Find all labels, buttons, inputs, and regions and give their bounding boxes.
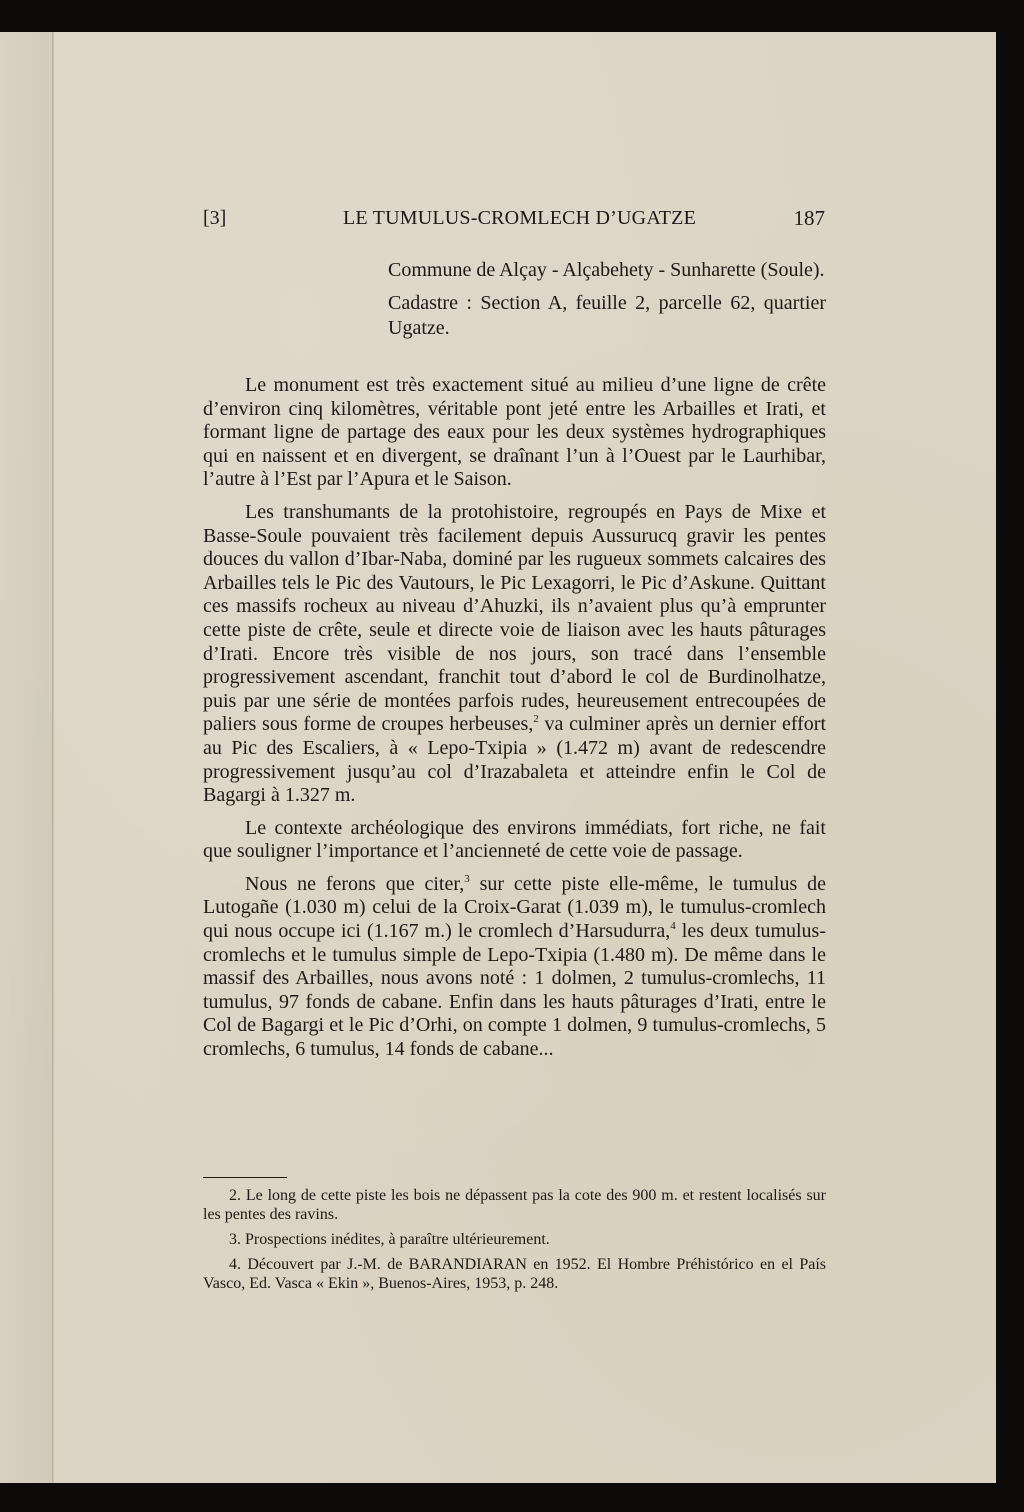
paragraph-4 [203,873,826,1062]
paragraph-4-text-a: Nous ne ferons que citer, [245,872,465,895]
paragraph-4-text-c: les deux tumulus-cromlechs et le tumulus simple de Lepo-Txipia (1.480 m). De même dans le massif des Arbailles, nous avons noté : 1 dolmen, 2 tumulus-cromlechs, 11 tumulus, 97 fonds de cabane. Enfin dans les hauts pâturages d’Irati, entre le Col de Bagargi et le Pic d’Orhi, on compte 1 dolmen, 9 tumulus-cromlechs, 5 cromlechs, 6 tumulus, 14 fonds de cabane... [203,920,826,1061]
footnote-ref-2: 2 [533,713,539,726]
paragraph-1: Le monument est très exactement situé au milieu d’une ligne de crête d’environ cinq kilomètres, véritable pont jeté entre les Arbailles et Irati, et formant ligne de partage des eaux pour les deux systèmes hydrographiques qui en naissent et en divergent, se draînant l’un à l’Ouest par le Laurhibar, l’autre à l’Est par l’Apura et le Saison. [203,374,826,491]
running-title: LE TUMULUS-CROMLECH D’UGATZE [343,207,696,229]
cadastre-line: Cadastre : Section A, feuille 2, parcelle 62, quartier Ugatze. [388,292,826,339]
paragraph-2-text-b: va culminer après un dernier effort au Pic des Escaliers, à « Lepo-Txipia » (1.472 m) avant de redescendre progressivement jusqu’au col d’Irazabaleta et atteindre enfin le Col de Bagargi à 1.327 m. [203,713,827,807]
footnote-separator [203,1177,287,1178]
body-text [203,374,826,1071]
book-spine-fold [52,32,54,1483]
footnote-ref-4: 4 [670,920,676,933]
commune-line: Commune de Alçay - Alçabehety - Sunharette (Soule). [388,259,825,281]
footnotes [203,1186,826,1299]
footnote-4: 4. Découvert par J.-M. de BARANDIARAN en 1952. El Hombre Préhistórico en el País Vasco, Ed. Vasca « Ekin », Buenos-Aires, 1953, p. 248. [203,1256,826,1292]
footnote-ref-3: 3 [464,872,470,885]
section-number: [3] [203,207,227,229]
paragraph-3: Le contexte archéologique des environs immédiats, fort riche, ne fait que souligner l’importance et l’ancienneté de cette voie de passage. [203,816,826,863]
paragraph-2 [203,501,826,808]
running-head [203,205,825,235]
page-number: 187 [793,206,825,230]
facing-page-edge [0,32,52,1483]
paragraph-2-text-a: Les transhumants de la protohistoire, regroupés en Pays de Mixe et Basse-Soule pouvaient très facilement depuis Aussurucq gravir les pentes douces du vallon d’Ibar-Naba, dominé par les rugueux sommets calcaires des Arbailles tels le Pic des Vautours, le Pic Lexagorri, le Pic d’Askune. Quittant ces massifs rocheux au niveau d’Ahuzki, ils n’avaient plus qu’à emprunter cette piste de crête, seule et directe voie de liaison avec les hauts pâturages d’Irati. Encore très visible de nos jours, son tracé dans l’ensemble progressivement ascendant, franchit tout d’abord le col de Burdinolhatze, puis par une série de montées parfois rudes, heureusement entrecoupées de paliers sous forme de croupes herbeuses, [203,500,826,736]
footnote-2: 2. Le long de cette piste les bois ne dépassent pas la cote des 900 m. et restent localisés sur les pentes des ravins. [203,1187,826,1223]
footnote-3: 3. Prospections inédites, à paraître ultérieurement. [229,1231,550,1248]
site-location-block [388,258,826,349]
paragraph-4-text-b: sur cette piste elle-même, le tumulus de Lutogañe (1.030 m) celui de la Croix-Garat (1.039 m), le tumulus-cromlech qui nous occupe ici (1.167 m.) le cromlech d’Harsudurra, [203,872,827,943]
